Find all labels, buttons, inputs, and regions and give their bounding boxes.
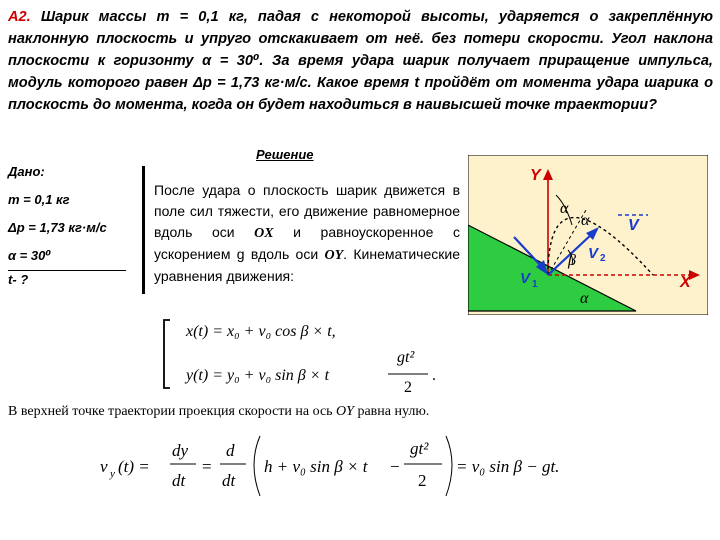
y-axis-label: Y	[530, 167, 541, 184]
right-paren	[446, 436, 452, 496]
vy-symbol: v	[100, 457, 108, 476]
solution-title: Решение	[256, 147, 314, 162]
inner-expression: h + v₀ sin β × t	[264, 457, 368, 476]
minus-sign: −	[390, 457, 400, 476]
equation-x: x(t) = x₀ + v₀ cos β × t,	[186, 323, 336, 340]
equation-y-frac-den: 2	[404, 379, 412, 396]
equals-sign-1: =	[202, 457, 212, 476]
alpha-label-plane: α	[580, 290, 589, 307]
inner-frac-num: gt²	[410, 439, 429, 458]
problem-text: Шарик массы m = 0,1 кг, падая с некоторой высоты, ударяется о закреплённую наклонную плоскость и упруго отскакивает от неё. без потери скорости. Угол наклона плоскости к горизонту α = 30⁰. За время удара шарик получает приращение импульса, модуль которого равен Δp = 1,73 кг·м/с. Какое время t пройдёт от момента удара шарика о плоскость до момента, когда он будет находиться в наивысшей точке траектории?	[8, 9, 714, 113]
x-axis-label: X	[680, 274, 691, 291]
axis-oy-label: OY	[324, 248, 344, 263]
beta-label: β	[568, 252, 576, 269]
given-title: Дано:	[8, 164, 45, 179]
solution-text-part1: После удара о плоскость шарик движется в поле сил тяжести, его движение равномерное вдоль оси	[154, 182, 460, 240]
vy-arg: (t) =	[118, 457, 150, 476]
note-axis: OY	[336, 404, 354, 419]
alpha-label-1: α	[560, 200, 569, 217]
given-momentum: Δp = 1,73 кг·м/с	[8, 220, 107, 235]
vy-subscript: y	[110, 468, 115, 480]
given-block	[8, 158, 148, 290]
v1-label: V	[520, 270, 531, 287]
equation-y-end: .	[432, 367, 436, 384]
physics-diagram	[468, 155, 708, 315]
alpha-label-2: α	[581, 212, 590, 229]
problem-number: А2.	[8, 9, 31, 25]
given-mass: m = 0,1 кг	[8, 192, 70, 207]
equation-y-left: y(t) = y₀ + v₀ sin β × t	[186, 367, 330, 384]
solution-text-part2: и равноускоренное с ускорением g вдоль оси	[154, 224, 460, 262]
given-divider	[142, 166, 145, 294]
solution-text	[154, 180, 460, 287]
v-label: V	[628, 217, 639, 234]
axis-ox-label: OX	[254, 226, 274, 241]
note-text-2: равна нулю.	[353, 404, 430, 419]
v2-label: V	[588, 245, 599, 262]
frac-d-num: d	[226, 441, 235, 460]
note-text-1: В верхней точке траектории проекция скорости на ось	[8, 404, 337, 419]
given-find: t- ?	[8, 272, 29, 287]
frac-dy: dy	[172, 441, 189, 460]
frac-d-den: dt	[222, 471, 236, 490]
equation-system	[160, 312, 480, 396]
frac-dy-den: dt	[172, 471, 186, 490]
velocity-equation	[100, 432, 620, 502]
problem-statement	[8, 6, 713, 116]
left-paren	[254, 436, 260, 496]
rhs-expression: = v₀ sin β − gt.	[456, 457, 560, 476]
v2-subscript: 2	[600, 253, 606, 264]
given-angle: α = 30⁰	[8, 242, 126, 271]
system-brace	[164, 320, 170, 388]
v1-subscript: 1	[532, 279, 538, 290]
top-point-note	[8, 404, 429, 420]
inner-frac-den: 2	[418, 471, 427, 490]
solution-text-part3: . Кинематические уравнения движения:	[154, 246, 460, 284]
equation-y-frac-num: gt²	[397, 349, 415, 366]
